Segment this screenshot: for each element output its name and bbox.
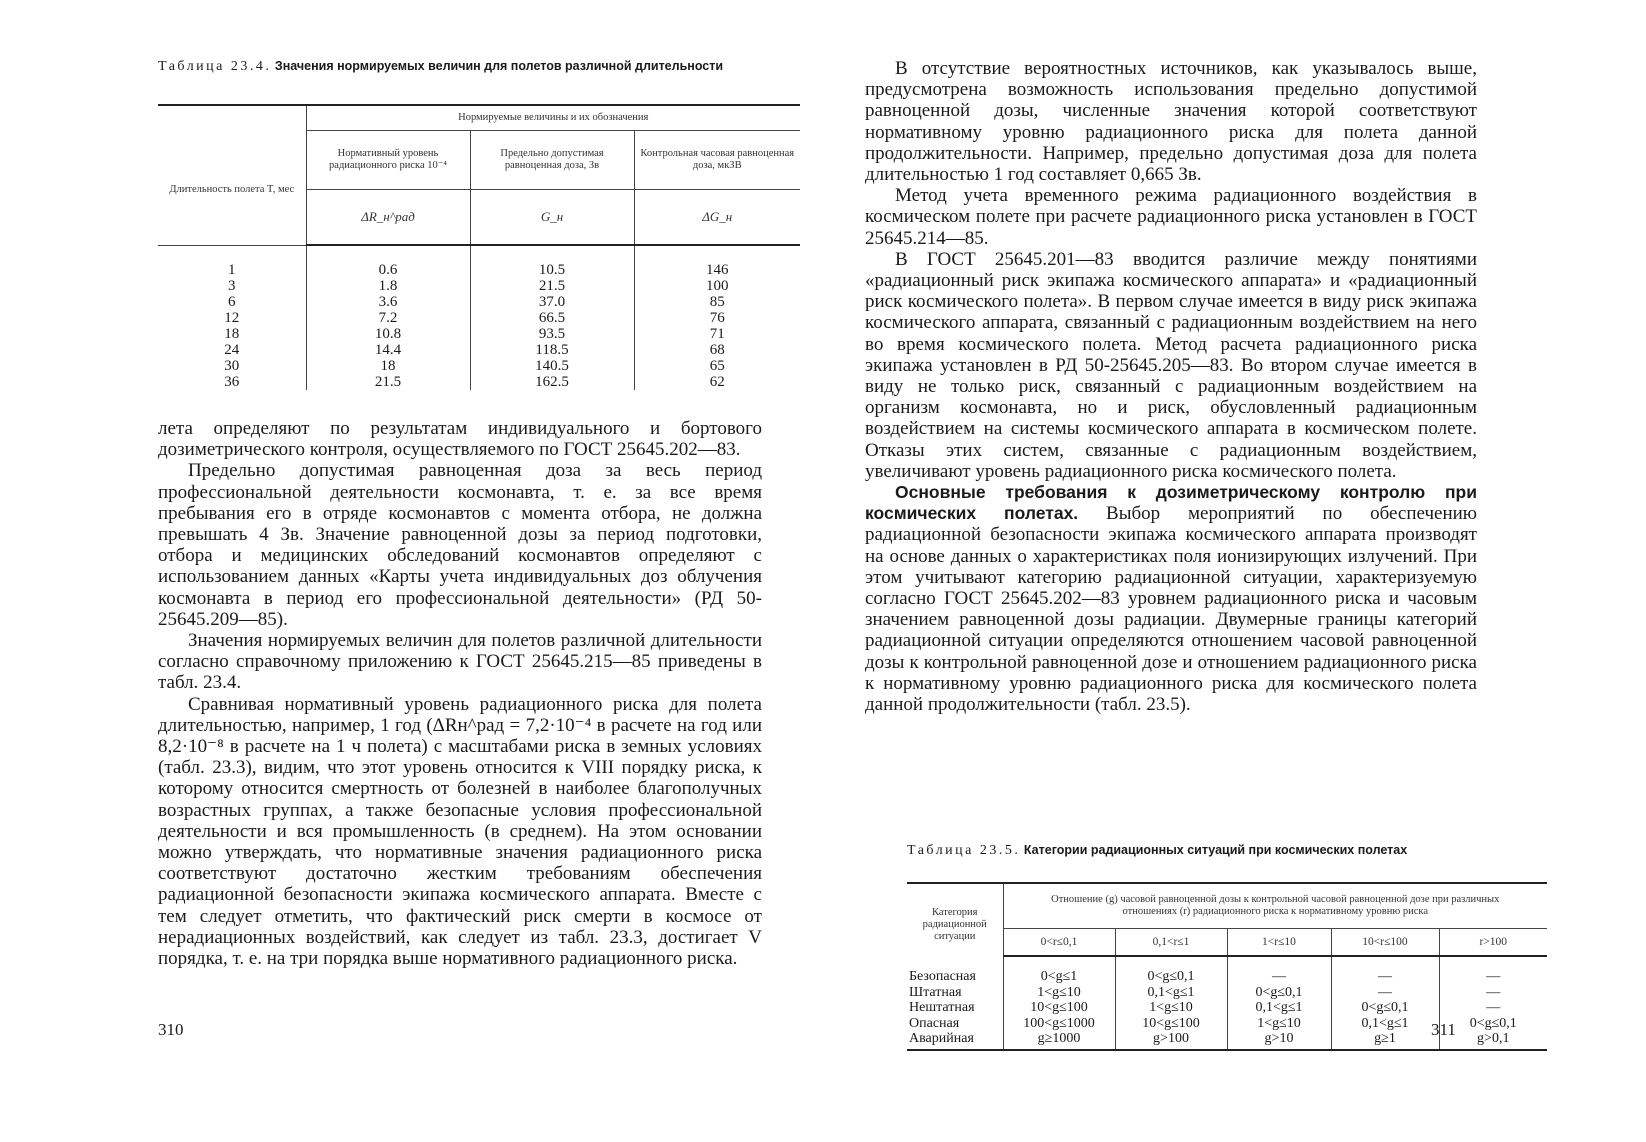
paragraph: В отсутствие вероятностных источников, как указывалось выше, предусмотрена возможность использования предельно допустимой равноценной дозы, численные значения которой соответствуют нормативному уровню радиационного риска для полета данной продолжительности. Например, предельно допустимая доза для полета длительностью 1 год составляет 0,665 Зв. xyxy=(865,58,1477,186)
table-caption-23-4 xyxy=(158,58,800,75)
table-cell: 0,1<g≤1 xyxy=(1331,1016,1439,1032)
table-cell: 37.0 xyxy=(470,294,634,310)
table-cell: 24 xyxy=(224,342,240,358)
table-cell: 3.6 xyxy=(306,294,470,310)
table-cell: 21.5 xyxy=(306,374,470,390)
table-cell: 146 xyxy=(634,245,800,278)
table-cell: 1 xyxy=(228,261,236,278)
category-cell: Штатная xyxy=(909,984,962,1000)
table-row xyxy=(158,294,800,310)
table-cell: g>0,1 xyxy=(1439,1031,1547,1050)
table-cell: 21.5 xyxy=(470,278,634,294)
table-cell: 3 xyxy=(228,278,236,294)
range-header: r>100 xyxy=(1439,929,1547,957)
table-caption-label: Таблица 23.4. xyxy=(158,59,272,74)
group-header: Нормируемые величины и их обозначения xyxy=(306,105,800,131)
table-cell: 76 xyxy=(634,310,800,326)
ranges-row xyxy=(907,929,1547,957)
range-header: 10<r≤100 xyxy=(1331,929,1439,957)
table-cell: 18 xyxy=(224,326,240,342)
table-caption-text: Значения нормируемых величин для полетов различной длительности xyxy=(274,59,724,73)
table-body xyxy=(158,245,800,390)
table-cell: 0<g≤1 xyxy=(1003,956,1115,985)
col-header-hourly-dose: Контрольная часовая равноценная доза, мкЗВ xyxy=(634,131,800,190)
paragraph: Метод учета временного режима радиационного воздействия в космическом полете при расчете радиационного риска установлен в ГОСТ 25645.214—85. xyxy=(865,185,1477,249)
paragraph xyxy=(865,482,1477,715)
table-cell: g>10 xyxy=(1227,1031,1331,1050)
table-cell: 93.5 xyxy=(470,326,634,342)
category-cell: Аварийная xyxy=(907,1031,1003,1050)
range-header: 0<r≤0,1 xyxy=(1003,929,1115,957)
table-row xyxy=(158,326,800,342)
page-number: 311 xyxy=(1431,1020,1456,1039)
table-cell: 18 xyxy=(306,358,470,374)
table-cell: — xyxy=(1331,985,1439,1001)
bold-paragraph-rest: Выбор мероприятий по обеспечению радиационной безопасности экипажа космического аппарата производят на основе данных о характеристиках поля ионизирующих излучений. При этом учитывают категорию радиационной ситуации, характеризуемую согласно ГОСТ 25645.202—83 уровнем радиационного риска и часовым значением равноценной дозы радиации. Двумерные границы категорий радиационной ситуации определяются отношением часовой равноценной дозы к контрольной равноценной дозе и отношением радиационного риска к нормативному уровню радиационного риска для космического полета данной продолжительности (табл. 23.5). xyxy=(865,503,1478,716)
table-cell: 10<g≤100 xyxy=(1003,1000,1115,1016)
table-cell: g≥1000 xyxy=(1003,1031,1115,1050)
table-cell: 140.5 xyxy=(470,358,634,374)
col-symbol-risk: ΔR_н^рад xyxy=(306,190,470,246)
table-row xyxy=(158,342,800,358)
col-symbol-hourly-dose: ΔG_н xyxy=(634,190,800,246)
table-cell: 0,1<g≤1 xyxy=(1115,985,1227,1001)
table-caption-23-5 xyxy=(907,842,1547,859)
table-row xyxy=(907,956,1547,985)
col-header-dose: Предельно допустимая равноценная доза, Зв xyxy=(470,131,634,190)
page-number: 310 xyxy=(158,1020,184,1039)
table-cell: 71 xyxy=(634,326,800,342)
table-cell: g>100 xyxy=(1115,1031,1227,1050)
table-caption-text: Категории радиационных ситуаций при космических полетах xyxy=(1023,843,1408,857)
table-23-5 xyxy=(907,882,1547,1051)
table-cell: 68 xyxy=(634,342,800,358)
table-row xyxy=(158,245,800,278)
table-row xyxy=(907,1016,1547,1032)
range-header: 0,1<r≤1 xyxy=(1115,929,1227,957)
paragraph: Значения нормируемых величин для полетов различной длительности согласно справочному приложению к ГОСТ 25645.215—85 приведены в табл. 23.4. xyxy=(158,630,762,694)
table-row xyxy=(907,1031,1547,1050)
table-cell: 66.5 xyxy=(470,310,634,326)
table-row xyxy=(158,310,800,326)
table-cell: — xyxy=(1331,956,1439,985)
table-23-4 xyxy=(158,104,800,390)
category-cell: Нештатная xyxy=(909,1000,975,1015)
table-cell: 0.6 xyxy=(306,245,470,278)
table-cell: 36 xyxy=(224,374,240,390)
table-cell: 7.2 xyxy=(306,310,470,326)
table-cell: 85 xyxy=(634,294,800,310)
row-header: Длительность полета T, мес xyxy=(158,105,306,245)
table-cell: — xyxy=(1439,1000,1547,1016)
right-body-text xyxy=(865,58,1477,715)
table-cell: 0<g≤0,1 xyxy=(1115,956,1227,985)
table-row xyxy=(907,985,1547,1001)
paragraph: Предельно допустимая равноценная доза за весь период профессиональной деятельности космонавта, т. е. за все время пребывания его в отряде космонавтов с момента отбора, не должна превышать 4 Зв. Значение равноценной дозы за период подготовки, отбора и медицинских обследований космонавтов определяют с использованием данных «Карты учета индивидуальных доз облучения космонавта в период его профессиональной деятельности» (РД 50-25645.209—85). xyxy=(158,460,762,630)
table-cell: 0<g≤0,1 xyxy=(1439,1016,1547,1032)
table-cell: 118.5 xyxy=(470,342,634,358)
left-body-text xyxy=(158,418,762,969)
group-header: Отношение (g) часовой равноценной дозы к контрольной часовой равноценной дозе при различных отношениях (r) радиационного риска к нормативному уровню риска xyxy=(1003,883,1547,929)
table-cell: 162.5 xyxy=(470,374,634,390)
table-cell: 6 xyxy=(228,294,236,310)
paragraph: Сравнивая нормативный уровень радиационного риска для полета длительностью, например, 1 год (ΔRн^рад = 7,2·10⁻⁴ в расчете на год или 8,2·10⁻⁸ в расчете на 1 ч полета) с масштабами риска в земных условиях (табл. 23.3), видим, что этот уровень относится к VIII порядку риска, к которому относится смертность от болезней в наиболее благополучных возрастных группах, а также безопасные условия профессиональной деятельности и вся промышленность (в среднем). На этом основании можно утверждать, что нормативные значения радиационного риска соответствуют достаточно жестким требованиям обеспечения радиационной безопасности экипажа космического аппарата. Вместе с тем следует отметить, что фактический риск смерти в космосе от нерадиационных воздействий, как следует из табл. 23.3, достигает V порядка, т. е. на три порядка выше нормативного радиационного риска. xyxy=(158,693,762,970)
table-cell: 10.5 xyxy=(470,245,634,278)
table-cell: 14.4 xyxy=(306,342,470,358)
table-cell: 0,1<g≤1 xyxy=(1227,1000,1331,1016)
table-caption-label: Таблица 23.5. xyxy=(907,843,1021,858)
table-body xyxy=(907,956,1547,1050)
category-cell: Опасная xyxy=(909,1015,960,1031)
table-cell: 1<g≤10 xyxy=(1003,985,1115,1001)
paragraph: лета определяют по результатам индивидуального и бортового дозиметрического контроля, осуществляемого по ГОСТ 25645.202—83. xyxy=(158,418,762,461)
table-cell: 62 xyxy=(634,374,800,390)
col-symbol-dose: G_н xyxy=(470,190,634,246)
table-cell: g≥1 xyxy=(1331,1031,1439,1050)
table-row xyxy=(158,358,800,374)
table-cell: 10<g≤100 xyxy=(1115,1016,1227,1032)
table-cell: 12 xyxy=(224,310,240,326)
table-cell: — xyxy=(1439,985,1547,1001)
table-cell: — xyxy=(1227,956,1331,985)
table-cell: 30 xyxy=(224,358,240,374)
table-cell: 65 xyxy=(634,358,800,374)
table-row xyxy=(158,374,800,390)
table-cell: 0<g≤0,1 xyxy=(1227,985,1331,1001)
table-cell: 100<g≤1000 xyxy=(1003,1016,1115,1032)
table-row xyxy=(158,278,800,294)
table-row xyxy=(907,1000,1547,1016)
category-cell: Безопасная xyxy=(909,968,976,984)
table-cell: 100 xyxy=(634,278,800,294)
table-cell: 1<g≤10 xyxy=(1227,1016,1331,1032)
range-header: 1<r≤10 xyxy=(1227,929,1331,957)
col-header-risk: Нормативный уровень радиационного риска 10⁻⁴ xyxy=(306,131,470,190)
table-cell: 1.8 xyxy=(306,278,470,294)
paragraph: В ГОСТ 25645.201—83 вводится различие между понятиями «радиационный риск экипажа космического аппарата» и «радиационный риск космического полета». В первом случае имеется в виду риск экипажа космического аппарата, связанный с радиационным воздействием на него во время космического полета. Метод расчета радиационного риска экипажа установлен в РД 50-25645.205—83. Во втором случае имеется в виду не только риск, связанный с радиационным воздействием на организм космонавта, но и риск, обусловленный радиационным воздействием на системы космического аппарата в космическом полете. Отказы этих систем, связанные с радиационным воздействием, увеличивают уровень радиационного риска космического полета. xyxy=(865,248,1477,482)
table-cell: — xyxy=(1439,956,1547,985)
row-header: Категория радиационной ситуации xyxy=(907,883,1003,956)
table-cell: 0<g≤0,1 xyxy=(1331,1000,1439,1016)
table-cell: 1<g≤10 xyxy=(1115,1000,1227,1016)
bold-heading: Основные требования к дозиметрическому контролю при космических полетах. xyxy=(865,482,1477,524)
table-cell: 10.8 xyxy=(306,326,470,342)
